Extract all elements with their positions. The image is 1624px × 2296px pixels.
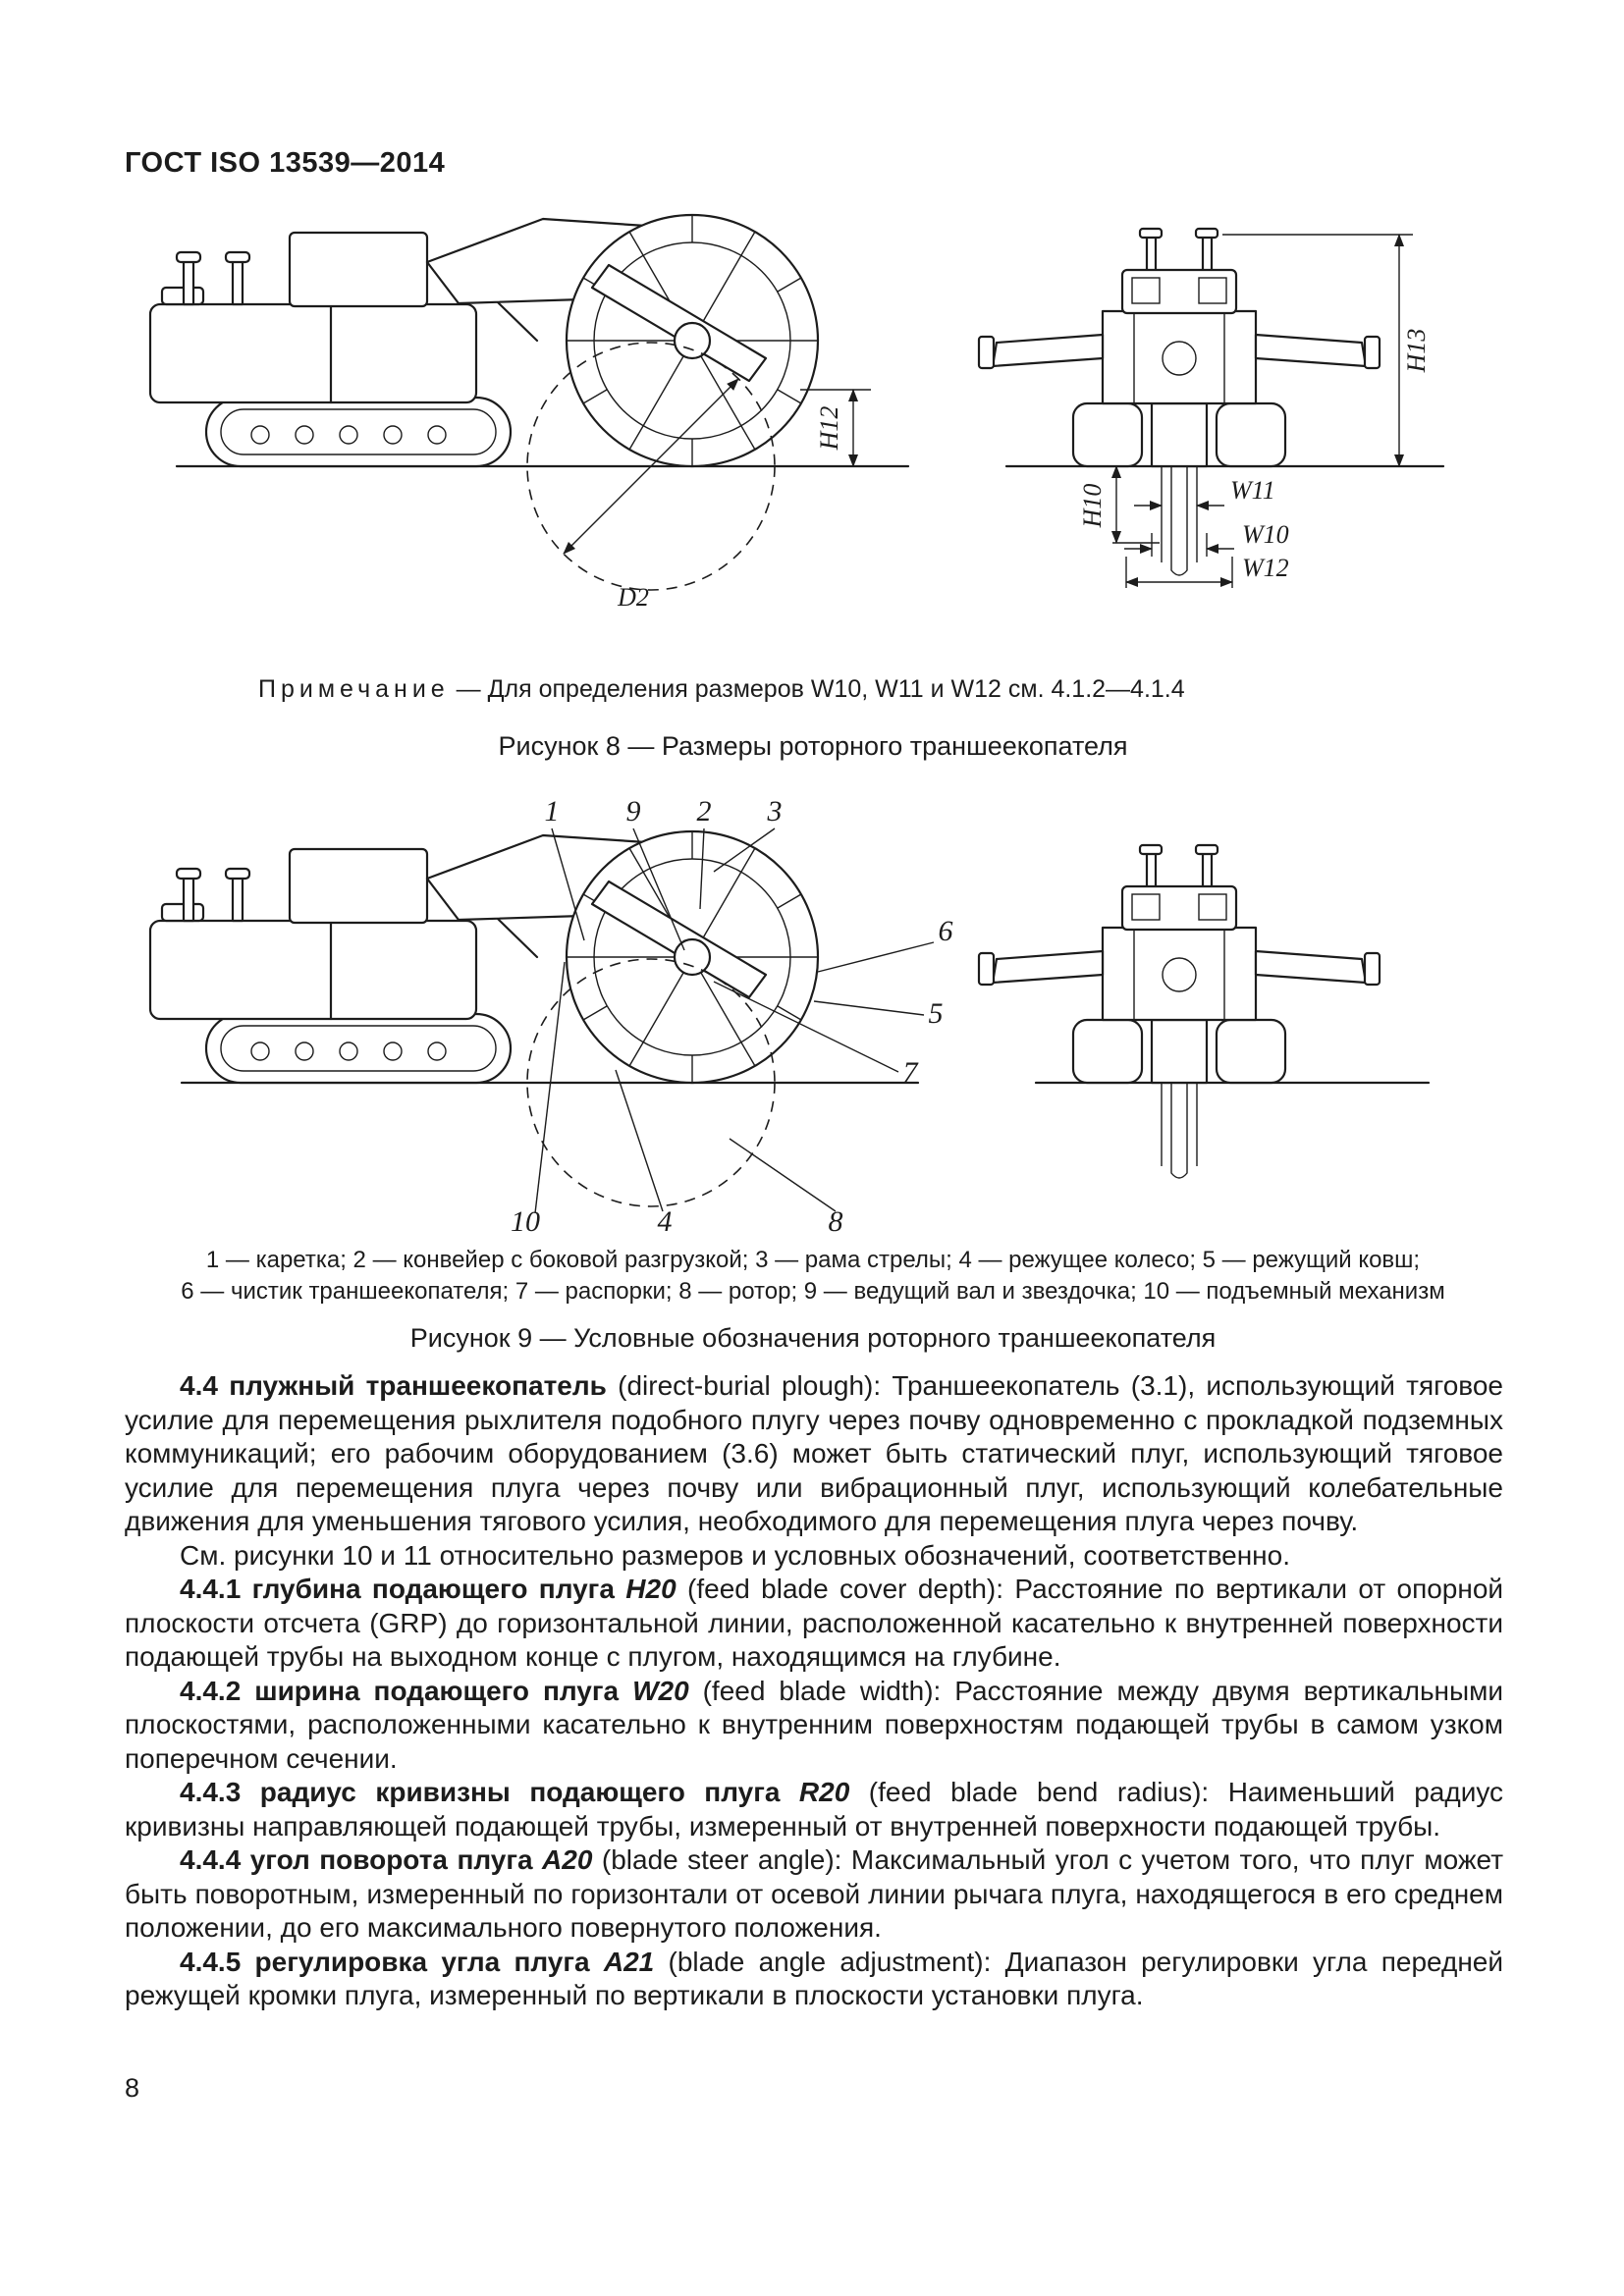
- callout-4: 4: [657, 1205, 673, 1237]
- figure8-drawing: [123, 211, 1507, 628]
- page-header: ГОСТ ISO 13539—2014: [125, 147, 446, 179]
- section-4-4-1: 4.4.1 глубина подающего плуга H20 (feed blade cover depth): Расстояние по вертикали от опорной плоскости отсчета (GRP) до горизонтальной линии, расположенной касательно к внутренней поверхности подающей трубы на выходном конце с плугом, находящимся на глубине.: [125, 1574, 1504, 1672]
- section-4-4-5: 4.4.5 регулировка угла плуга A21 (blade angle adjustment): Диапазон регулировки угла передней режущей кромки плуга, измеренный по вертикали в плоскости установки плуга.: [125, 1946, 1503, 2010]
- callout-9: 9: [625, 795, 641, 828]
- note-text: — Для определения размеров W10, W11 и W12 см. 4.1.2—4.1.4: [456, 675, 1185, 703]
- trench-wheel: [567, 831, 818, 1083]
- fig9-rear-view: [979, 845, 1429, 1178]
- fig8-side-view: [150, 215, 908, 612]
- callout-8: 8: [828, 1205, 843, 1237]
- body-text: [125, 1369, 1503, 2013]
- see-figures-note: См. рисунки 10 и 11 относительно размеров и условных обозначений, соответственно.: [180, 1539, 1290, 1571]
- note-label: Примечание: [258, 675, 450, 703]
- dim-label-d2: D2: [618, 583, 649, 612]
- callout-3: 3: [767, 795, 783, 828]
- figure9-legend: [125, 1245, 1501, 1308]
- dim-label-h12: H12: [815, 405, 843, 451]
- machine-rear: [979, 845, 1380, 1083]
- dim-label-h10: H10: [1078, 483, 1107, 528]
- trench-cut: [1162, 466, 1197, 575]
- trench-cut: [1162, 1083, 1197, 1178]
- callout-1: 1: [544, 795, 560, 828]
- figure9-caption: Рисунок 9 — Условные обозначения роторного траншеекопателя: [409, 1323, 1217, 1353]
- dim-label-w10: W10: [1242, 520, 1289, 549]
- fig8-rear-view: [979, 229, 1443, 588]
- page-number: 8: [125, 2073, 140, 2103]
- legend-line-1: 1 — каретка; 2 — конвейер с боковой разгрузкой; 3 — рама стрелы; 4 — режущее колесо; 5 — режущий ковш;: [205, 1247, 1421, 1273]
- figure9-drawing: [123, 793, 1507, 1237]
- callout-2: 2: [696, 795, 712, 828]
- section-4-4-4: 4.4.4 угол поворота плуга A20 (blade steer angle): Максимальный угол с учетом того, что плуг может быть поворотным, измеренный по горизонтали от осевой линии рычага плуга, находящегося в его среднем положении, до его максимального повернутого положения.: [125, 1844, 1504, 1943]
- dim-label-w11: W11: [1230, 476, 1275, 505]
- callout-7: 7: [902, 1056, 918, 1089]
- machine-rear: [979, 229, 1380, 466]
- figure8-note: [258, 675, 1185, 704]
- callout-5: 5: [928, 997, 944, 1030]
- section-4-4-2: 4.4.2 ширина подающего плуга W20 (feed blade width): Расстояние между двумя вертикальными плоскостями, расположенными касательно к внутренним поверхностям подающей трубы в самом узком поперечном сечении.: [125, 1675, 1504, 1774]
- dim-label-h13: H13: [1402, 328, 1431, 373]
- section-4-4-3: 4.4.3 радиус кривизны подающего плуга R20 (feed blade bend radius): Наименьший радиус кривизны направляющей подающей трубы, измеренный от внутренней поверхности подающей трубы.: [125, 1777, 1504, 1842]
- trench-wheel: [567, 215, 818, 466]
- callout-6: 6: [938, 915, 953, 947]
- dim-label-w12: W12: [1242, 554, 1289, 582]
- legend-line-2: 6 — чистик траншеекопателя; 7 — распорки; 8 — ротор; 9 — ведущий вал и звездочка; 10 — подъемный механизм: [181, 1278, 1445, 1305]
- callout-10: 10: [511, 1205, 540, 1237]
- section-4-4: 4.4 плужный траншеекопатель (direct-burial plough): Траншеекопатель (3.1), использующий тяговое усилие для перемещения рыхлителя подобного плугу через почву одновременно с прокладкой подземных коммуникаций; его рабочим оборудованием (3.6) может быть статический плуг, использующий тяговое усилие для перемещения плуга через почву или вибрационный плуг, использующий колебательные движения для уменьшения тягового усилия, необходимого для перемещения плуга через почву.: [125, 1370, 1503, 1536]
- figure8-caption: Рисунок 8 — Размеры роторного траншеекопателя: [498, 731, 1128, 761]
- fig9-side-view: [150, 831, 918, 1206]
